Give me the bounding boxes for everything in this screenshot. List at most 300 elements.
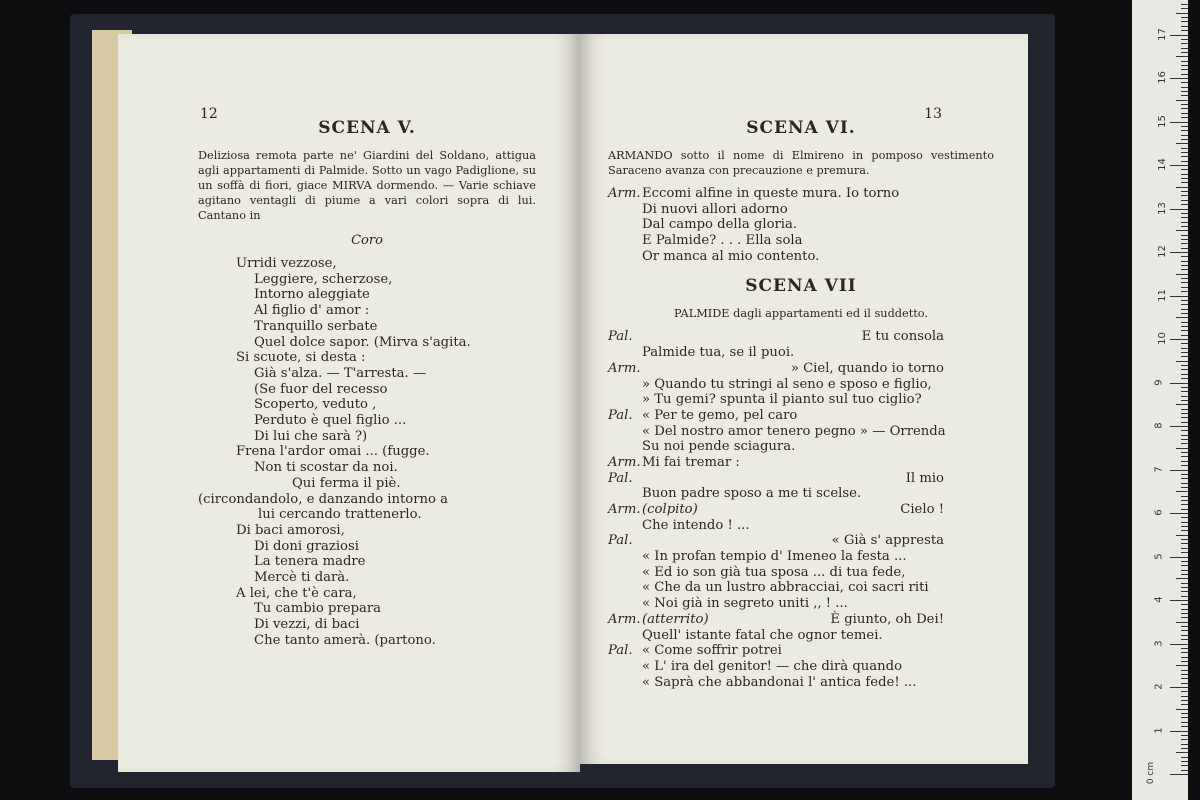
ruler-tick bbox=[1181, 117, 1188, 118]
dialogue-line bbox=[608, 392, 994, 408]
ruler-tick bbox=[1181, 87, 1188, 88]
ruler-tick bbox=[1170, 209, 1188, 210]
ruler-tick bbox=[1181, 309, 1188, 310]
ruler-cm-label: 5 bbox=[1153, 552, 1165, 560]
ruler-unit-label: 0 cm bbox=[1146, 761, 1157, 785]
ruler-tick bbox=[1181, 365, 1188, 366]
ruler-tick bbox=[1170, 296, 1188, 297]
ruler-tick bbox=[1181, 613, 1188, 614]
dialogue-line bbox=[608, 549, 994, 565]
ruler-tick bbox=[1181, 704, 1188, 705]
ruler-tick bbox=[1181, 674, 1188, 675]
ruler-tick bbox=[1181, 530, 1188, 531]
ruler-tick bbox=[1181, 452, 1188, 453]
ruler-tick bbox=[1181, 591, 1188, 592]
coro-label: Coro bbox=[351, 233, 383, 248]
dialogue-line bbox=[608, 486, 994, 502]
dialogue-line bbox=[608, 217, 994, 233]
ruler-tick bbox=[1181, 95, 1188, 96]
dialogue-line bbox=[608, 249, 994, 265]
verse-line: Di baci amorosi, bbox=[236, 522, 345, 538]
ruler-cm-label: 1 bbox=[1153, 726, 1165, 734]
ruler-tick bbox=[1181, 4, 1188, 5]
ruler-cm-label: 15 bbox=[1156, 114, 1168, 128]
ruler-tick bbox=[1181, 583, 1188, 584]
ruler-tick bbox=[1181, 322, 1188, 323]
ruler-tick bbox=[1181, 313, 1188, 314]
scene-vii-lines bbox=[608, 329, 994, 690]
speaker-label: Arm. bbox=[608, 611, 641, 627]
ruler-tick bbox=[1181, 461, 1188, 462]
ruler-tick bbox=[1181, 348, 1188, 349]
ruler-tick bbox=[1181, 574, 1188, 575]
ruler-tick bbox=[1170, 470, 1188, 471]
ruler-tick bbox=[1181, 478, 1188, 479]
dialogue-line bbox=[608, 471, 994, 487]
speaker-label: Pal. bbox=[608, 643, 633, 659]
dialogue-line bbox=[608, 424, 994, 440]
ruler-tick bbox=[1176, 187, 1188, 188]
line-text: Mi fai tremar : bbox=[642, 454, 740, 470]
dialogue-line bbox=[608, 202, 994, 218]
ruler-tick bbox=[1181, 265, 1188, 266]
ruler-tick bbox=[1170, 35, 1188, 36]
ruler-cm-label: 10 bbox=[1156, 332, 1168, 345]
ruler-tick bbox=[1181, 156, 1188, 157]
ruler-tick bbox=[1176, 143, 1188, 144]
ruler-tick bbox=[1170, 122, 1188, 123]
ruler-tick bbox=[1176, 404, 1188, 405]
dialogue-line bbox=[608, 643, 994, 659]
ruler-tick bbox=[1181, 335, 1188, 336]
speaker-label: Arm. bbox=[608, 502, 641, 517]
ruler-tick bbox=[1181, 717, 1188, 718]
ruler-cm-label: 13 bbox=[1156, 201, 1168, 215]
ruler-tick bbox=[1181, 587, 1188, 588]
ruler-tick bbox=[1181, 387, 1188, 388]
ruler-tick bbox=[1181, 552, 1188, 553]
line-text: « Ed io son già tua sposa ... di tua fede, bbox=[642, 564, 906, 580]
ruler-tick bbox=[1176, 665, 1188, 666]
ruler-tick bbox=[1181, 639, 1188, 640]
ruler-tick bbox=[1181, 509, 1188, 510]
ruler-tick bbox=[1181, 565, 1188, 566]
line-text: « Noi già in segreto uniti ,, ! ... bbox=[642, 596, 848, 612]
line-text: « Che da un lustro abbracciai, coi sacri riti bbox=[642, 580, 929, 596]
ruler-tick bbox=[1181, 617, 1188, 618]
scene-v-title: SCENA V. bbox=[318, 118, 416, 138]
ruler-tick bbox=[1181, 8, 1188, 9]
verse-line: (circondandolo, e danzando intorno a bbox=[198, 491, 449, 507]
verse-line: Tranquillo serbate bbox=[254, 318, 378, 334]
ruler-cm-label: 17 bbox=[1156, 27, 1168, 41]
ruler-tick bbox=[1181, 52, 1188, 53]
speaker-label: Pal. bbox=[608, 407, 633, 423]
ruler-tick bbox=[1181, 69, 1188, 70]
ruler-cm-label: 16 bbox=[1156, 71, 1168, 84]
speaker-label: Arm. bbox=[608, 360, 641, 376]
ruler-tick bbox=[1181, 21, 1188, 22]
dialogue-line bbox=[608, 580, 994, 596]
ruler-tick bbox=[1181, 43, 1188, 44]
verse-line: Perduto è quel figlio ... bbox=[254, 413, 407, 429]
page-number-left: 12 bbox=[200, 106, 218, 122]
ruler-tick bbox=[1181, 130, 1188, 131]
ruler-tick bbox=[1181, 104, 1188, 105]
ruler-tick bbox=[1181, 765, 1188, 766]
ruler-cm-label: 14 bbox=[1156, 158, 1168, 171]
ruler-tick bbox=[1181, 126, 1188, 127]
ruler-tick bbox=[1181, 483, 1188, 484]
ruler-tick bbox=[1181, 287, 1188, 288]
ruler-tick bbox=[1181, 74, 1188, 75]
line-text: Buon padre sposo a me ti scelse. bbox=[642, 486, 862, 502]
ruler-tick bbox=[1181, 430, 1188, 431]
ruler-tick bbox=[1181, 135, 1188, 136]
speaker-label: Arm. bbox=[608, 186, 641, 201]
ruler-tick bbox=[1181, 635, 1188, 636]
ruler-tick bbox=[1181, 539, 1188, 540]
verse-line: Frena l'ardor omai ... (fugge. bbox=[236, 444, 430, 460]
verse-line: A lei, che t'è cara, bbox=[236, 585, 357, 601]
ruler-tick bbox=[1181, 200, 1188, 201]
ruler-tick bbox=[1170, 426, 1188, 427]
verse-line: Che tanto amerà. (partono. bbox=[254, 632, 436, 648]
line-text: « Come soffrir potrei bbox=[642, 643, 782, 659]
verse-line: Al figlio d' amor : bbox=[254, 303, 370, 319]
speaker-label: Pal. bbox=[608, 533, 633, 549]
ruler-tick bbox=[1181, 670, 1188, 671]
dialogue-line bbox=[608, 565, 994, 581]
line-text: Or manca al mio contento. bbox=[642, 248, 820, 264]
ruler-tick bbox=[1181, 269, 1188, 270]
dialogue-line bbox=[608, 377, 994, 393]
ruler-tick bbox=[1170, 774, 1188, 775]
ruler-tick bbox=[1181, 761, 1188, 762]
verse-line: Si scuote, si desta : bbox=[236, 350, 366, 366]
ruler-tick bbox=[1181, 26, 1188, 27]
line-text: (atterrito) bbox=[642, 611, 709, 627]
verse-line: (Se fuor del recesso bbox=[254, 381, 388, 397]
ruler-tick bbox=[1176, 361, 1188, 362]
ruler-cm-label: 12 bbox=[1156, 245, 1168, 258]
ruler-tick bbox=[1170, 513, 1188, 514]
dialogue-line bbox=[608, 502, 994, 518]
ruler-tick bbox=[1181, 504, 1188, 505]
ruler-tick bbox=[1181, 178, 1188, 179]
scene-v-description: Deliziosa remota parte ne' Giardini del Soldano, attigua agli appartamenti di Palmide. Sotto un vago Padiglione, su un soffà di fiori, giace MIRVA dormendo. — Varie schiave agitano ventagli di piume a vari colori sopra di lui. Cantano in bbox=[198, 149, 536, 222]
dialogue-line bbox=[608, 596, 994, 612]
ruler-tick bbox=[1176, 578, 1188, 579]
speaker-label: Arm. bbox=[608, 454, 641, 470]
ruler-tick bbox=[1181, 456, 1188, 457]
ruler-tick bbox=[1181, 770, 1188, 771]
dialogue-line bbox=[608, 659, 994, 675]
line-text-right: Cielo ! bbox=[900, 502, 944, 517]
ruler-tick bbox=[1181, 278, 1188, 279]
scene-vii-title: SCENA VII bbox=[745, 276, 857, 297]
ruler-tick bbox=[1181, 191, 1188, 192]
ruler-tick bbox=[1181, 343, 1188, 344]
speaker-label: Pal. bbox=[608, 470, 633, 486]
ruler-tick bbox=[1181, 204, 1188, 205]
line-text: « Per te gemo, pel caro bbox=[642, 407, 798, 423]
line-text-right: Il mio bbox=[905, 470, 944, 486]
ruler-cm-label: 11 bbox=[1156, 288, 1168, 302]
ruler-tick bbox=[1170, 339, 1188, 340]
ruler-tick bbox=[1181, 369, 1188, 370]
line-text: « Del nostro amor tenero pegno » — Orrenda bbox=[642, 423, 946, 439]
ruler-cm-label: 6 bbox=[1153, 509, 1165, 516]
ruler-tick bbox=[1181, 300, 1188, 301]
verse-line: Di doni graziosi bbox=[254, 538, 359, 554]
scene-vi-title: SCENA VI. bbox=[746, 118, 856, 138]
ruler-tick bbox=[1181, 548, 1188, 549]
ruler-tick bbox=[1181, 261, 1188, 262]
dialogue-line bbox=[608, 455, 994, 471]
ruler-tick bbox=[1181, 400, 1188, 401]
line-text: Quell' istante fatal che ognor temei. bbox=[642, 627, 883, 643]
ruler-tick bbox=[1170, 600, 1188, 601]
ruler-tick bbox=[1181, 744, 1188, 745]
ruler-tick bbox=[1181, 330, 1188, 331]
ruler-tick bbox=[1181, 522, 1188, 523]
ruler-tick bbox=[1181, 378, 1188, 379]
ruler-tick bbox=[1181, 609, 1188, 610]
ruler-tick bbox=[1181, 413, 1188, 414]
ruler-cm-label: 9 bbox=[1153, 378, 1165, 386]
line-text: Dal campo della gloria. bbox=[642, 217, 798, 233]
ruler-tick bbox=[1181, 474, 1188, 475]
verse-line: Qui ferma il piè. bbox=[292, 475, 401, 491]
ruler-tick bbox=[1181, 722, 1188, 723]
ruler-tick bbox=[1181, 517, 1188, 518]
ruler-tick bbox=[1176, 709, 1188, 710]
line-text: Di nuovi allori adorno bbox=[642, 201, 788, 217]
line-text: E Palmide? . . . Ella sola bbox=[642, 233, 803, 249]
ruler-tick bbox=[1181, 65, 1188, 66]
verse-line: Scoperto, veduto , bbox=[254, 397, 377, 413]
ruler-tick bbox=[1181, 148, 1188, 149]
dialogue-line bbox=[608, 439, 994, 455]
ruler-tick bbox=[1181, 304, 1188, 305]
ruler-tick bbox=[1176, 230, 1188, 231]
line-text-right: E tu consola bbox=[861, 329, 944, 345]
ruler-tick bbox=[1181, 439, 1188, 440]
ruler-tick bbox=[1176, 274, 1188, 275]
ruler-tick bbox=[1181, 326, 1188, 327]
line-text: » Tu gemi? spunta il pianto sul tuo ciglio? bbox=[642, 392, 922, 408]
ruler-tick bbox=[1181, 626, 1188, 627]
line-text-right: « Già s' appresta bbox=[831, 533, 944, 549]
line-text: « L' ira del genitor! — che dirà quando bbox=[642, 658, 903, 674]
left-verses bbox=[198, 256, 536, 649]
ruler-tick bbox=[1181, 596, 1188, 597]
dialogue-line bbox=[608, 628, 994, 644]
ruler-tick bbox=[1181, 48, 1188, 49]
ruler-tick bbox=[1181, 248, 1188, 249]
ruler-tick bbox=[1181, 496, 1188, 497]
scene-vii-description: PALMIDE dagli appartamenti ed il suddetto. bbox=[673, 307, 928, 321]
scene-vi-lines bbox=[608, 186, 994, 264]
ruler-tick bbox=[1176, 448, 1188, 449]
ruler-tick bbox=[1176, 317, 1188, 318]
dialogue-line bbox=[608, 408, 994, 424]
ruler-tick bbox=[1181, 82, 1188, 83]
verse-line: Di lui che sarà ?) bbox=[254, 428, 368, 444]
ruler-tick bbox=[1181, 396, 1188, 397]
line-text: Palmide tua, se il puoi. bbox=[642, 345, 795, 361]
dialogue-line bbox=[608, 518, 994, 534]
ruler-tick bbox=[1181, 735, 1188, 736]
line-text: Che intendo ! ... bbox=[642, 517, 750, 533]
ruler-tick bbox=[1181, 526, 1188, 527]
ruler-tick bbox=[1181, 422, 1188, 423]
ruler-tick bbox=[1176, 752, 1188, 753]
ruler-tick bbox=[1181, 443, 1188, 444]
page-number-right: 13 bbox=[924, 106, 942, 122]
line-text: « In profan tempio d' Imeneo la festa ... bbox=[642, 549, 907, 565]
dialogue-line bbox=[608, 329, 994, 345]
ruler-tick bbox=[1181, 757, 1188, 758]
ruler-tick bbox=[1181, 700, 1188, 701]
ruler-tick bbox=[1181, 604, 1188, 605]
ruler-cm-label: 7 bbox=[1153, 465, 1165, 473]
ruler-tick bbox=[1181, 696, 1188, 697]
verse-line: Urridi vezzose, bbox=[236, 256, 337, 271]
ruler-tick bbox=[1181, 726, 1188, 727]
ruler-tick bbox=[1181, 17, 1188, 18]
verse-line: Leggiere, scherzose, bbox=[254, 271, 393, 287]
ruler-tick bbox=[1181, 217, 1188, 218]
ruler-tick bbox=[1170, 78, 1188, 79]
ruler-tick bbox=[1181, 226, 1188, 227]
ruler-tick bbox=[1181, 739, 1188, 740]
ruler-tick bbox=[1181, 352, 1188, 353]
ruler-tick bbox=[1170, 557, 1188, 558]
ruler-cm-label: 4 bbox=[1153, 596, 1165, 603]
dialogue-line bbox=[608, 533, 994, 549]
line-text-right: » Ciel, quando io torno bbox=[790, 360, 944, 376]
ruler-tick bbox=[1181, 91, 1188, 92]
ruler-tick bbox=[1181, 630, 1188, 631]
verse-line: Di vezzi, di baci bbox=[254, 617, 360, 633]
ruler-tick bbox=[1170, 383, 1188, 384]
ruler-cm-label: 3 bbox=[1153, 639, 1165, 647]
ruler-tick bbox=[1181, 648, 1188, 649]
ruler-tick bbox=[1181, 222, 1188, 223]
speaker-label: Pal. bbox=[608, 329, 633, 345]
scene-vi-description: ARMANDO sotto il nome di Elmireno in pomposo vestimento Saraceno avanza con precauzione e premura. bbox=[608, 149, 994, 177]
dialogue-line bbox=[608, 361, 994, 377]
ruler-tick bbox=[1181, 30, 1188, 31]
ruler-tick bbox=[1170, 165, 1188, 166]
ruler-tick bbox=[1181, 235, 1188, 236]
line-text: (colpito) bbox=[642, 502, 698, 517]
ruler-tick bbox=[1170, 644, 1188, 645]
ruler-tick bbox=[1170, 687, 1188, 688]
ruler-tick bbox=[1176, 491, 1188, 492]
ruler-tick bbox=[1181, 691, 1188, 692]
ruler-tick bbox=[1181, 748, 1188, 749]
ruler-tick bbox=[1181, 182, 1188, 183]
ruler-tick bbox=[1181, 500, 1188, 501]
verse-line: Già s'alza. — T'arresta. — bbox=[254, 365, 427, 381]
ruler-cm-label: 8 bbox=[1153, 422, 1165, 429]
ruler-tick bbox=[1181, 243, 1188, 244]
right-page bbox=[580, 34, 1028, 764]
ruler-tick bbox=[1181, 356, 1188, 357]
ruler-tick bbox=[1181, 657, 1188, 658]
ruler-tick bbox=[1170, 252, 1188, 253]
ruler-tick bbox=[1181, 661, 1188, 662]
ruler-tick bbox=[1181, 152, 1188, 153]
ruler-tick bbox=[1181, 713, 1188, 714]
ruler-tick bbox=[1170, 731, 1188, 732]
ruler-tick bbox=[1181, 213, 1188, 214]
measuring-ruler bbox=[1132, 0, 1188, 800]
line-text: Su noi pende sciagura. bbox=[642, 439, 796, 455]
dialogue-line bbox=[608, 345, 994, 361]
ruler-tick bbox=[1181, 169, 1188, 170]
verse-line: lui cercando trattenerlo. bbox=[258, 507, 422, 523]
ruler-tick bbox=[1181, 374, 1188, 375]
ruler-tick bbox=[1181, 239, 1188, 240]
ruler-tick bbox=[1181, 108, 1188, 109]
ruler-cm-label: 2 bbox=[1153, 683, 1165, 690]
ruler-tick bbox=[1181, 435, 1188, 436]
ruler-tick bbox=[1181, 61, 1188, 62]
line-text-right: È giunto, oh Dei! bbox=[830, 611, 944, 627]
ruler-tick bbox=[1181, 139, 1188, 140]
ruler-tick bbox=[1181, 113, 1188, 114]
ruler-tick bbox=[1181, 683, 1188, 684]
left-page bbox=[118, 34, 580, 772]
ruler-tick bbox=[1181, 487, 1188, 488]
ruler-tick bbox=[1176, 13, 1188, 14]
verse-line: Tu cambio prepara bbox=[254, 601, 382, 617]
ruler-tick bbox=[1176, 622, 1188, 623]
dialogue-line bbox=[608, 612, 994, 628]
ruler-tick bbox=[1181, 543, 1188, 544]
verse-line: Intorno aleggiate bbox=[254, 287, 370, 303]
ruler-tick bbox=[1181, 195, 1188, 196]
ruler-tick bbox=[1181, 174, 1188, 175]
ruler-tick bbox=[1181, 678, 1188, 679]
line-text: « Saprà che abbandonai l' antica fede! ... bbox=[642, 674, 917, 690]
verse-line: Non ti scostar da noi. bbox=[254, 460, 398, 476]
dialogue-line bbox=[608, 675, 994, 691]
ruler-tick bbox=[1181, 391, 1188, 392]
line-text: » Quando tu stringi al seno e sposo e figlio, bbox=[642, 376, 932, 392]
ruler-tick bbox=[1181, 161, 1188, 162]
ruler-tick bbox=[1181, 652, 1188, 653]
ruler-tick bbox=[1176, 100, 1188, 101]
ruler-tick bbox=[1181, 465, 1188, 466]
line-text: Eccomi alfine in queste mura. Io torno bbox=[642, 186, 900, 201]
verse-line: Quel dolce sapor. (Mirva s'agita. bbox=[254, 334, 471, 350]
ruler-tick bbox=[1176, 56, 1188, 57]
ruler-tick bbox=[1181, 282, 1188, 283]
dialogue-line bbox=[608, 233, 994, 249]
ruler-tick bbox=[1181, 417, 1188, 418]
ruler-tick bbox=[1181, 570, 1188, 571]
ruler-tick bbox=[1181, 256, 1188, 257]
ruler-tick bbox=[1181, 39, 1188, 40]
ruler-tick bbox=[1181, 561, 1188, 562]
verse-line: La tenera madre bbox=[254, 554, 366, 570]
ruler-tick bbox=[1181, 409, 1188, 410]
